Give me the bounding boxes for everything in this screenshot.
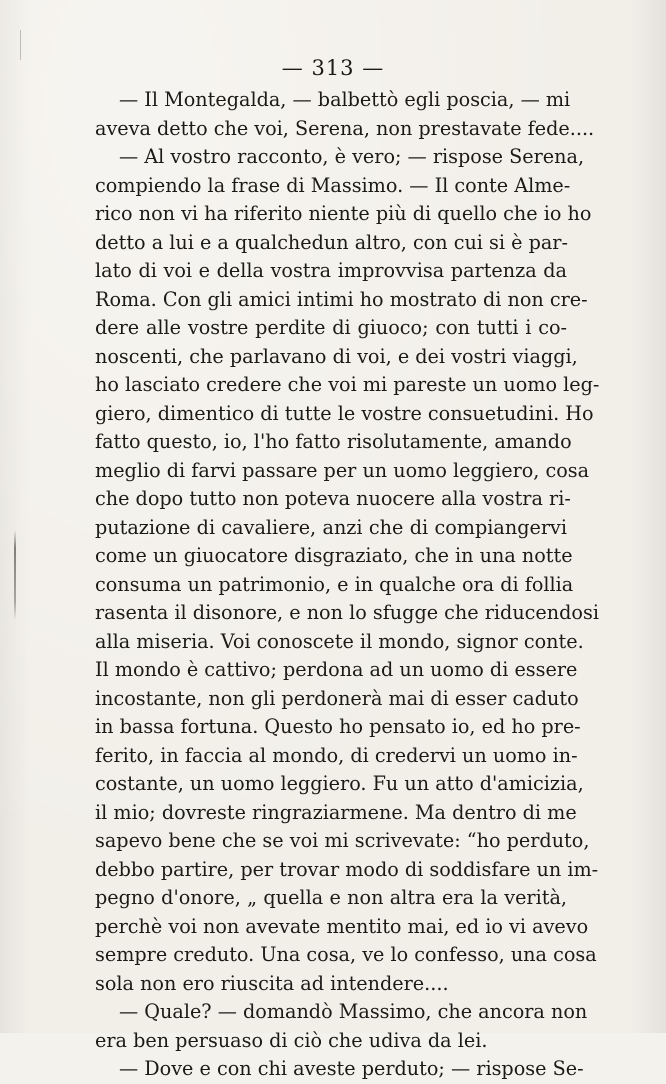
text-line: fatto questo, io, l'ho fatto risolutamente, amando	[95, 430, 572, 453]
text-line: compiendo la frase di Massimo. — Il conte Alme-	[95, 173, 571, 197]
text-line: rasenta il disonore, e non lo sfugge che riducendosi	[95, 601, 599, 624]
margin-pencil-mark	[14, 530, 16, 620]
text-line: meglio di farvi passare per un uomo leggiero, cosa	[95, 458, 590, 482]
text-line: ho lasciato credere che voi mi pareste un uomo leg-	[95, 373, 600, 396]
text-line: sola non ero riuscita ad intendere....	[95, 971, 449, 995]
text-line: debbo partire, per trovar modo di soddisfare un im-	[95, 857, 599, 881]
text-line: in bassa fortuna. Questo ho pensato io, ed ho pre-	[95, 715, 581, 738]
text-line: — Dove e con chi aveste perduto; — rispose Se-	[119, 1057, 584, 1080]
text-line: pegno d'onore, „ quella e non altra era la verità,	[95, 886, 567, 909]
text-line: rico non vi ha riferito niente più di quello che io ho	[95, 202, 592, 225]
text-line: sapevo bene che se voi mi scrivevate: “ho perduto,	[95, 829, 590, 852]
text-line: lato di voi e della vostra improvvisa partenza da	[95, 259, 567, 282]
text-line: era ben persuaso di ciò che udiva da lei.	[95, 1028, 488, 1052]
text-line: che dopo tutto non poteva nuocere alla vostra ri-	[95, 487, 571, 510]
text-line: incostante, non gli perdonerà mai di esser caduto	[95, 686, 579, 710]
text-line: il mio; dovreste ringraziarmene. Ma dentro di me	[95, 800, 577, 824]
text-line: alla miseria. Voi conoscete il mondo, signor conte.	[95, 629, 584, 653]
text-line: giero, dimentico di tutte le vostre consuetudini. Ho	[95, 401, 594, 425]
text-line: putazione di cavaliere, anzi che di compiangervi	[95, 515, 567, 539]
text-line: aveva detto che voi, Serena, non prestavate fede....	[95, 116, 595, 140]
text-line: detto a lui e a qualchedun altro, con cui si è par-	[95, 230, 568, 254]
text-line: consuma un patrimonio, e in qualche ora di follia	[95, 572, 574, 596]
page-number: — 313 —	[281, 56, 385, 80]
text-line: Roma. Con gli amici intimi ho mostrato di non cre-	[95, 287, 588, 311]
text-line: — Quale? — domandò Massimo, che ancora non	[119, 1000, 588, 1023]
text-line: dere alle vostre perdite di giuoco; con tutti i co-	[95, 316, 567, 339]
text-line: — Al vostro racconto, è vero; — rispose Serena,	[119, 145, 585, 168]
text-line: come un giuocatore disgraziato, che in una notte	[95, 544, 573, 567]
text-line: Il mondo è cattivo; perdona ad un uomo di essere	[95, 658, 578, 681]
text-line: — Il Montegalda, — balbettò egli poscia, — mi	[119, 88, 571, 111]
text-line: sempre creduto. Una cosa, ve lo confesso, una cosa	[95, 943, 597, 966]
text-line: ferito, in faccia al mondo, di credervi un uomo in-	[95, 743, 578, 767]
body-text	[95, 86, 600, 1084]
text-line: noscenti, che parlavano di voi, e dei vostri viaggi,	[95, 344, 578, 368]
text-line: perchè voi non avevate mentito mai, ed io vi avevo	[95, 914, 589, 938]
text-line: costante, un uomo leggiero. Fu un atto d'amicizia,	[95, 772, 584, 795]
